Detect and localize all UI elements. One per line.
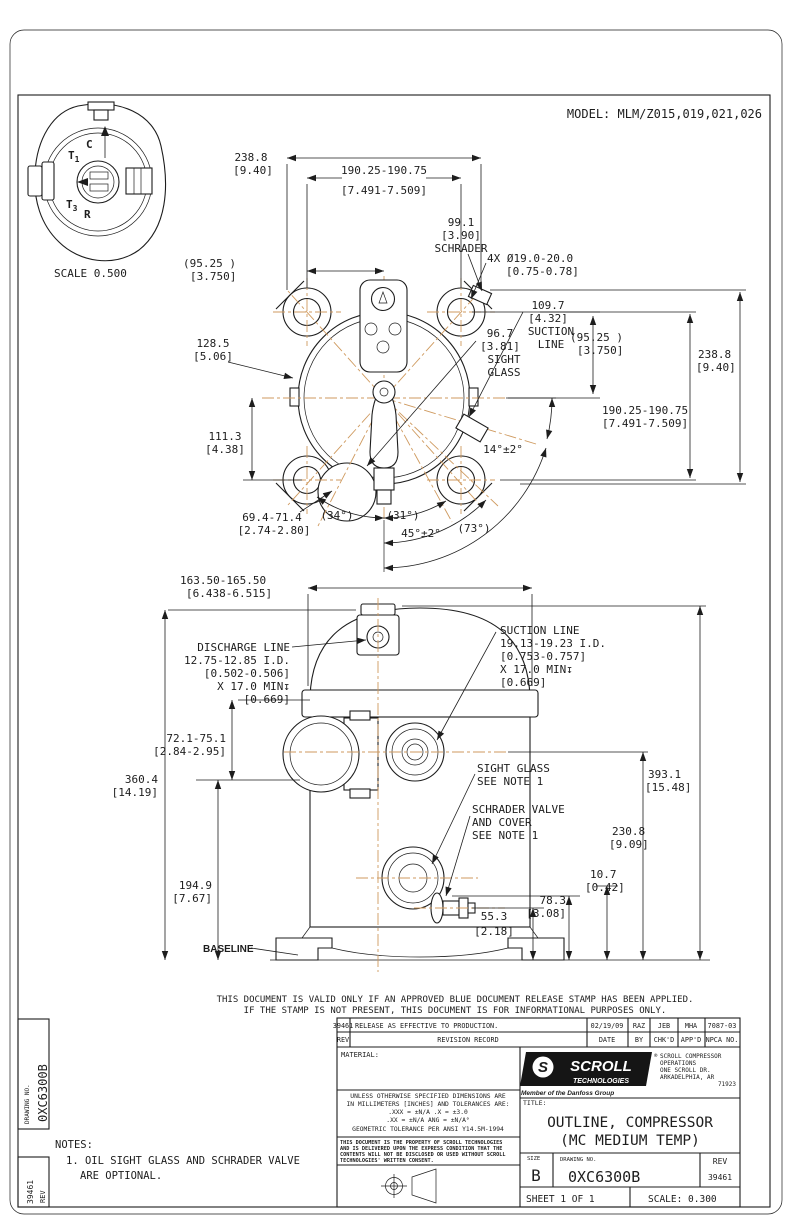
strip-drawing-no-value: 0XC6300B: [36, 1064, 50, 1122]
dim-360-in: [14.19]: [111, 786, 158, 799]
dim-238-right-mm: 238.8: [698, 348, 732, 361]
drawing-title-line-1: OUTLINE, COMPRESSOR: [547, 1115, 713, 1131]
size-value: B: [531, 1166, 541, 1185]
terminal-c-label: C: [86, 138, 93, 151]
hdr-revision-record: REVISION RECORD: [437, 1036, 499, 1044]
dim-96-in: [3.81]: [480, 340, 520, 353]
rev-row-number: 39461: [332, 1022, 354, 1030]
dim-111-in: [4.38]: [205, 443, 245, 456]
dim-238-top-in: [9.40]: [233, 164, 273, 177]
dim-128-in: [5.06]: [193, 350, 233, 363]
scale-value: SCALE: 0.300: [648, 1194, 717, 1205]
schrader-valve-label-1: SCHRADER VALVE: [472, 803, 565, 816]
disclaimer-line-2: IF THE STAMP IS NOT PRESENT, THIS DOCUMENT IS FOR INFORMATIONAL PURPOSES ONLY.: [243, 1006, 667, 1016]
rev-value: 39461: [707, 1173, 733, 1182]
hdr-app: APP'D: [680, 1036, 702, 1044]
rev-row-description: RELEASE AS EFFECTIVE TO PRODUCTION.: [355, 1022, 499, 1030]
property-notice-1: THIS DOCUMENT IS THE PROPERTY OF SCROLL TECHNOLOGIES: [340, 1140, 503, 1146]
terminal-t1-label: $T_1$: [68, 149, 80, 164]
dim-190-right-in: [7.491-7.509]: [602, 417, 689, 430]
dim-393-in: [15.48]: [645, 781, 692, 794]
tolerance-line-3: .XXX = ±N/A .X = ±3.0: [388, 1109, 468, 1116]
angle-14-label: 14°±2°: [483, 443, 523, 456]
schrader-valve-label-3: SEE NOTE 1: [472, 829, 539, 842]
terminal-box-top: [360, 280, 407, 372]
dim-95-right-mm: (95.25 ): [570, 331, 623, 344]
suction-line-label-top-2: LINE: [537, 338, 565, 351]
terminal-detail-view: [28, 102, 166, 280]
dim-55-in: [2.18]: [474, 925, 514, 938]
dim-10-mm: 10.7: [590, 868, 617, 881]
angle-73-label: (73°): [457, 522, 491, 535]
dim-72-mm: 72.1-75.1: [166, 732, 226, 745]
discharge-line-label-2: 12.75-12.85 I.D.: [184, 654, 290, 667]
address-zip: 71923: [717, 1081, 736, 1088]
dim-109-in: [4.32]: [528, 312, 568, 325]
note-1-line-1: 1. OIL SIGHT GLASS AND SCHRADER VALVE: [66, 1155, 300, 1167]
drawing-number-strip: [18, 1019, 50, 1129]
scale-note: SCALE 0.500: [54, 267, 127, 280]
rev-row-app: MHA: [684, 1022, 698, 1030]
note-1-line-2: ARE OPTIONAL.: [80, 1170, 163, 1182]
footer: [18, 995, 740, 1207]
dim-190-top-in: [7.491-7.509]: [340, 184, 428, 197]
rev-strip: [18, 1157, 49, 1207]
dim-163-in: [6.438-6.515]: [186, 587, 273, 600]
discharge-line-label-1: DISCHARGE LINE: [197, 641, 290, 654]
dim-72-in: [2.84-2.95]: [153, 745, 226, 758]
sight-glass-label-top-1: SIGHT: [487, 353, 521, 366]
address-line-2: OPERATIONS: [660, 1060, 697, 1067]
dim-95-left-in: [3.750]: [190, 270, 237, 283]
logo-word-scroll: SCROLL: [570, 1058, 632, 1075]
rev-label: REV: [712, 1157, 728, 1166]
schrader-label-top: SCHRADER: [434, 242, 488, 255]
dim-393-mm: 393.1: [648, 768, 682, 781]
tolerance-line-1: UNLESS OTHERWISE SPECIFIED DIMENSIONS ARE: [350, 1093, 506, 1100]
projection-symbol: [381, 1169, 436, 1203]
dim-194-in: [7.67]: [172, 892, 212, 905]
tolerance-line-2: IN MILLIMETERS [INCHES] AND TOLERANCES ARE:: [346, 1101, 510, 1108]
tolerance-line-4: .XX = ±N/A ANG = ±N/A°: [386, 1117, 470, 1124]
discharge-line-label-4: X 17.0 MIN↧: [217, 680, 290, 693]
rev-row-npca: 7087-03: [707, 1022, 737, 1030]
property-notice-2: AND IS DELIVERED UPON THE EXPRESS CONDITION THAT THE: [340, 1146, 503, 1152]
schrader-valve-label-2: AND COVER: [472, 816, 532, 829]
angle-45-label: 45°±2°: [401, 527, 441, 540]
suction-line-label-5: [0.669]: [500, 676, 547, 689]
logo-tagline: Member of the Danfoss Group: [521, 1090, 615, 1097]
logo-monogram: S: [537, 1059, 549, 1076]
dim-128-mm: 128.5: [196, 337, 230, 350]
suction-line-label-top-1: SUCTION: [527, 325, 575, 338]
suction-connection: [283, 711, 378, 798]
dim-190-top-mm: 190.25-190.75: [340, 164, 428, 177]
dim-holes-mm: 4X Ø19.0-20.0: [487, 252, 574, 265]
dim-238-right-in: [9.40]: [696, 361, 736, 374]
dim-69-mm: 69.4-71.4: [242, 511, 302, 524]
material-label: MATERIAL:: [341, 1051, 379, 1059]
angle-34-label: (34°): [320, 509, 354, 522]
dim-190-right-mm: 190.25-190.75: [602, 404, 689, 417]
dim-95-left-mm: (95.25 ): [183, 257, 236, 270]
discharge-line-label-3: [0.502-0.506]: [203, 667, 290, 680]
sheet-value: SHEET 1 OF 1: [526, 1194, 595, 1205]
dim-111-mm: 111.3: [208, 430, 242, 443]
dim-78-in: [3.08]: [526, 907, 566, 920]
drawing-title-line-2: (MC MEDIUM TEMP): [560, 1133, 700, 1149]
discharge-line-label-5: [0.669]: [243, 693, 290, 706]
dim-99-mm: 99.1: [447, 216, 475, 229]
disclaimer-line-1: THIS DOCUMENT IS VALID ONLY IF AN APPROVED BLUE DOCUMENT RELEASE STAMP HAS BEEN APPLIED.: [216, 995, 694, 1005]
strip-rev-value: 39461: [26, 1179, 35, 1204]
dim-360-mm: 360.4: [124, 773, 158, 786]
dim-194-mm: 194.9: [178, 879, 212, 892]
property-notice-3: CONTENTS WILL NOT BE DISCLOSED OR USED WITHOUT SCROLL: [340, 1152, 506, 1158]
notes-heading: NOTES:: [55, 1139, 93, 1151]
model-label: MODEL: MLM/Z015,019,021,026: [566, 107, 762, 121]
logo-word-technologies: TECHNOLOGIES: [572, 1078, 630, 1085]
dim-95-right-in: [3.750]: [577, 344, 624, 357]
rev-row-chk: JEB: [657, 1022, 671, 1030]
dim-230-in: [9.09]: [609, 838, 649, 851]
dim-78-mm: 78.3: [539, 894, 566, 907]
terminal-r-label: R: [84, 208, 91, 221]
address-line-3: ONE SCROLL DR.: [660, 1067, 711, 1074]
dim-99-in: [3.90]: [441, 229, 481, 242]
dim-96-mm: 96.7: [486, 327, 514, 340]
drawing-no-value: 0XC6300B: [568, 1168, 641, 1186]
sight-glass-label-top-2: GLASS: [487, 366, 521, 379]
baseline-label: BASELINE: [203, 944, 254, 955]
suction-line-label-2: 19.13-19.23 I.D.: [500, 637, 606, 650]
sight-glass-label-1: SIGHT GLASS: [477, 762, 550, 775]
side-view: [112, 574, 710, 972]
strip-rev-label: REV: [39, 1190, 47, 1203]
rev-row-date: 02/19/09: [590, 1022, 624, 1030]
top-view: [183, 151, 746, 572]
angle-31-label: (31°): [386, 509, 420, 522]
hdr-npca: NPCA NO.: [705, 1036, 739, 1044]
hdr-date: DATE: [598, 1036, 616, 1044]
scroll-technologies-logo: [520, 1052, 658, 1097]
address-line-1: SCROLL COMPRESSOR: [660, 1053, 722, 1060]
address-line-4: ARKADELPHIA, AR: [660, 1074, 715, 1081]
dome: [310, 608, 530, 697]
title-label: TITLE:: [523, 1099, 547, 1107]
suction-line-label-1: SUCTION LINE: [500, 624, 580, 637]
terminal-t3-label: $T_3$: [66, 198, 78, 213]
dim-238-top-mm: 238.8: [234, 151, 268, 164]
strip-drawing-no-label: DRAWING NO.: [24, 1084, 31, 1124]
size-label: SIZE: [527, 1156, 541, 1162]
property-notice-4: TECHNOLOGIES' WRITTEN CONSENT.: [340, 1158, 434, 1164]
sight-glass-label-2: SEE NOTE 1: [477, 775, 544, 788]
tolerance-line-5: GEOMETRIC TOLERANCE PER ANSI Y14.5M-1994: [352, 1126, 504, 1133]
registered-mark: ®: [654, 1053, 658, 1059]
suction-line-label-4: X 17.0 MIN↧: [500, 663, 573, 676]
suction-line-label-3: [0.753-0.757]: [500, 650, 587, 663]
dim-10-in: [0.42]: [585, 881, 625, 894]
dim-163-mm: 163.50-165.50: [180, 574, 267, 587]
dim-109-mm: 109.7: [531, 299, 565, 312]
dim-230-mm: 230.8: [612, 825, 646, 838]
drawing-no-label: DRAWING NO.: [560, 1157, 597, 1163]
dim-55-mm: 55.3: [480, 910, 508, 923]
dim-69-in: [2.74-2.80]: [237, 524, 311, 537]
dim-holes-in: [0.75-0.78]: [506, 265, 579, 278]
hdr-rev: REV: [336, 1036, 350, 1044]
hdr-chk: CHK'D: [653, 1036, 675, 1044]
rev-row-by: RAZ: [632, 1022, 646, 1030]
hdr-by: BY: [634, 1036, 644, 1044]
